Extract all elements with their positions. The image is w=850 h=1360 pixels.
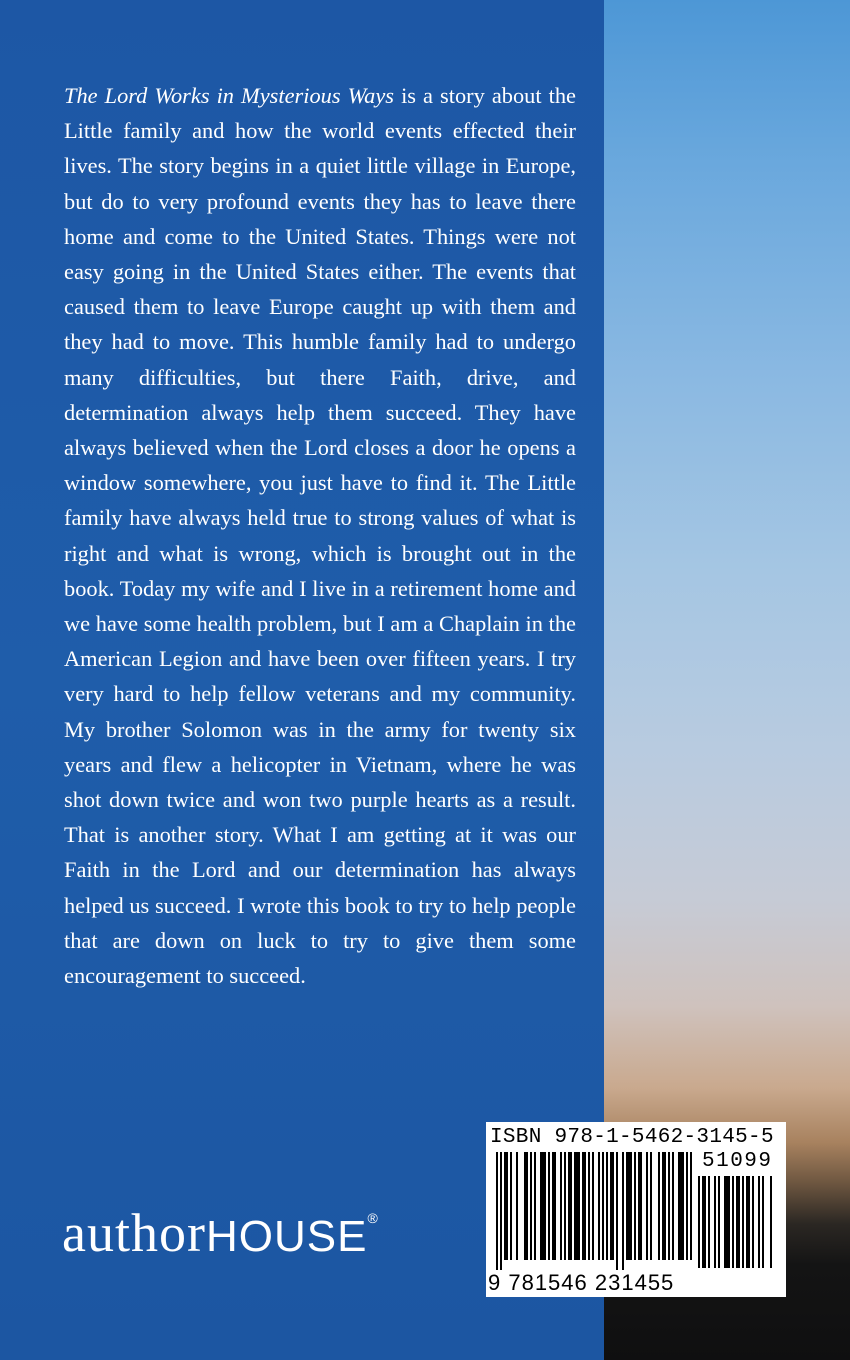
blurb-body: is a story about the Little family and how the world events effected their lives. The story begins in a quiet little village in Europe, but do to very profound events they has to leave there home and come to the United States. Things were not easy going in the United States either. The events that caused them to leave Europe caught up with them and they had to move. This humble family had to undergo many difficulties, but there Faith, drive, and determination always help them succeed. They have always believed when the Lord closes a door he opens a window somewhere, you just have to find it. The Little family have always held true to strong values of what is right and what is wrong, which is brought out in the book. Today my wife and I live in a retirement home and we have some health problem, but I am a Chaplain in the American Legion and have been over fifteen years. I try very hard to help fellow veterans and my community. My brother Solomon was in the army for twenty six years and flew a helicopter in Vietnam, where he was shot down twice and won two purple hearts as a result. That is another story. What I am getting at it was our Faith in the Lord and our determination has always helped us succeed. I wrote this book to try to help people that are down on luck to try to give them some encouragement to succeed. <box>64 83 576 989</box>
barcode-digits: 9 781546 231455 <box>488 1270 675 1295</box>
logo-house: HOUSE <box>205 1212 368 1261</box>
book-title: The Lord Works in Mysterious Ways <box>64 83 395 108</box>
isbn-label: ISBN 978-1-5462-3145-5 <box>490 1126 774 1149</box>
addon-bars <box>698 1176 778 1270</box>
logo-author: author <box>62 1203 206 1263</box>
registered-mark: ® <box>367 1210 379 1226</box>
price-code: 51099 <box>702 1150 773 1173</box>
back-cover-blurb <box>64 78 576 993</box>
ean13-bars <box>496 1152 692 1270</box>
publisher-logo <box>62 1202 379 1264</box>
isbn-barcode <box>486 1122 786 1297</box>
